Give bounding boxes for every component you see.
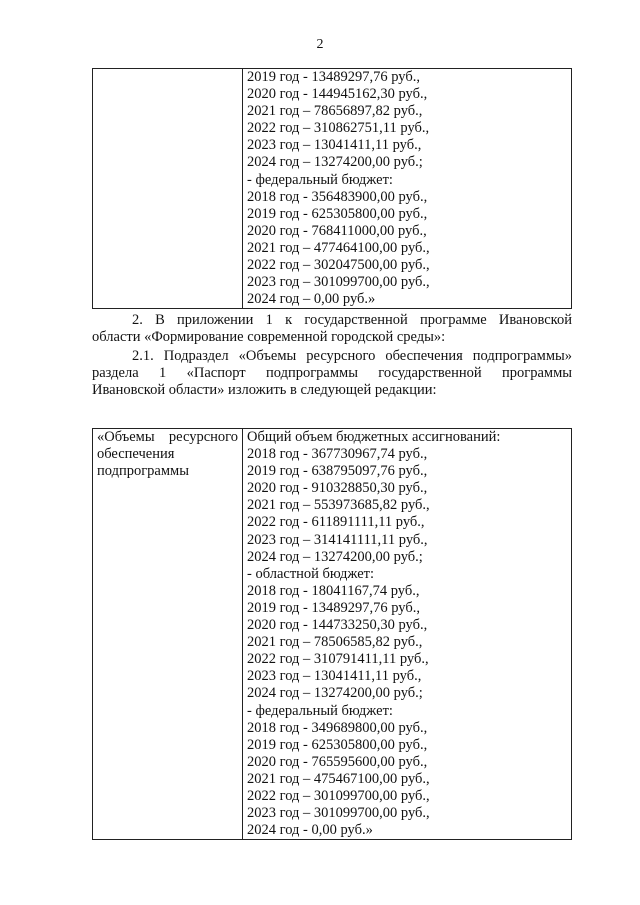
table-cell-values bbox=[243, 69, 572, 309]
budget-heading: - областной бюджет: bbox=[247, 565, 375, 582]
funding-line: 2024 год – 0,00 руб.» bbox=[247, 291, 376, 308]
budget-heading: - федеральный бюджет: bbox=[247, 702, 393, 719]
funding-line: 2022 год – 302047500,00 руб., bbox=[247, 257, 430, 274]
paragraph-line: области «Формирование современной городской среды»: bbox=[92, 329, 446, 345]
funding-line: 2020 год - 768411000,00 руб., bbox=[247, 222, 427, 239]
table-cell-label bbox=[93, 69, 243, 309]
funding-line: 2021 год – 477464100,00 руб., bbox=[247, 239, 430, 256]
funding-line: 2018 год - 356483900,00 руб., bbox=[247, 188, 428, 205]
funding-line: 2019 год - 13489297,76 руб., bbox=[247, 69, 420, 85]
funding-line: 2019 год - 638795097,76 руб., bbox=[247, 463, 428, 480]
funding-line: 2024 год - 0,00 руб.» bbox=[247, 822, 373, 839]
funding-line: 2024 год – 13274200,00 руб.; bbox=[247, 685, 423, 702]
funding-line: 2022 год – 301099700,00 руб., bbox=[247, 787, 430, 804]
funding-line: 2023 год – 13041411,11 руб., bbox=[247, 668, 422, 685]
funding-line: 2020 год - 144733250,30 руб., bbox=[247, 617, 428, 634]
funding-line: 2020 год - 765595600,00 руб., bbox=[247, 753, 428, 770]
paragraph-line: 2.1. Подраздел «Объемы ресурсного обеспечения подпрограммы» bbox=[132, 348, 572, 364]
paragraph-2-1 bbox=[92, 348, 572, 399]
paragraph-line: Ивановской области» изложить в следующей редакции: bbox=[92, 382, 437, 398]
table-cell-label bbox=[93, 429, 243, 840]
funding-line: 2019 год - 13489297,76 руб., bbox=[247, 599, 420, 616]
funding-line: 2024 год – 13274200,00 руб.; bbox=[247, 548, 423, 565]
table-row bbox=[93, 69, 572, 309]
funding-line: 2022 год – 310862751,11 руб., bbox=[247, 120, 430, 137]
funding-line: 2019 год - 625305800,00 руб., bbox=[247, 736, 428, 753]
funding-line: 2020 год - 910328850,30 руб., bbox=[247, 480, 428, 497]
funding-line: 2020 год - 144945162,30 руб., bbox=[247, 86, 428, 103]
budget-heading: - федеральный бюджет: bbox=[247, 171, 393, 188]
funding-line: 2023 год – 13041411,11 руб., bbox=[247, 137, 422, 154]
funding-line: 2021 год – 553973685,82 руб., bbox=[247, 497, 430, 514]
funding-table bbox=[92, 428, 572, 840]
funding-line: 2022 год – 310791411,11 руб., bbox=[247, 651, 429, 668]
funding-line: 2019 год - 625305800,00 руб., bbox=[247, 205, 428, 222]
label-line: «Объемы ресурсного bbox=[97, 429, 238, 445]
funding-line: 2021 год – 78506585,82 руб., bbox=[247, 634, 423, 651]
funding-line: 2021 год – 78656897,82 руб., bbox=[247, 103, 423, 120]
funding-line: 2021 год – 475467100,00 руб., bbox=[247, 770, 430, 787]
label-line: обеспечения bbox=[97, 446, 175, 463]
funding-line: 2018 год - 18041167,74 руб., bbox=[247, 582, 420, 599]
table-cell-values bbox=[243, 429, 572, 840]
page-number: 2 bbox=[316, 37, 324, 52]
table-row bbox=[93, 429, 572, 840]
funding-line: 2018 год - 349689800,00 руб., bbox=[247, 719, 428, 736]
funding-table-continued bbox=[92, 68, 572, 309]
funding-line: 2023 год – 314141111,11 руб., bbox=[247, 531, 428, 548]
paragraph-line: 2. В приложении 1 к государственной программе Ивановской bbox=[132, 312, 572, 328]
funding-line: 2023 год – 301099700,00 руб., bbox=[247, 274, 430, 291]
paragraph-2 bbox=[92, 312, 572, 346]
funding-line: 2018 год - 367730967,74 руб., bbox=[247, 446, 428, 463]
funding-line: 2023 год – 301099700,00 руб., bbox=[247, 805, 430, 822]
funding-line: 2022 год - 611891111,11 руб., bbox=[247, 514, 425, 531]
funding-line: 2024 год – 13274200,00 руб.; bbox=[247, 154, 423, 171]
paragraph-line: раздела 1 «Паспорт подпрограммы государственной программы bbox=[92, 365, 572, 381]
label-line: подпрограммы bbox=[97, 463, 189, 480]
budget-heading: Общий объем бюджетных ассигнований: bbox=[247, 429, 501, 445]
